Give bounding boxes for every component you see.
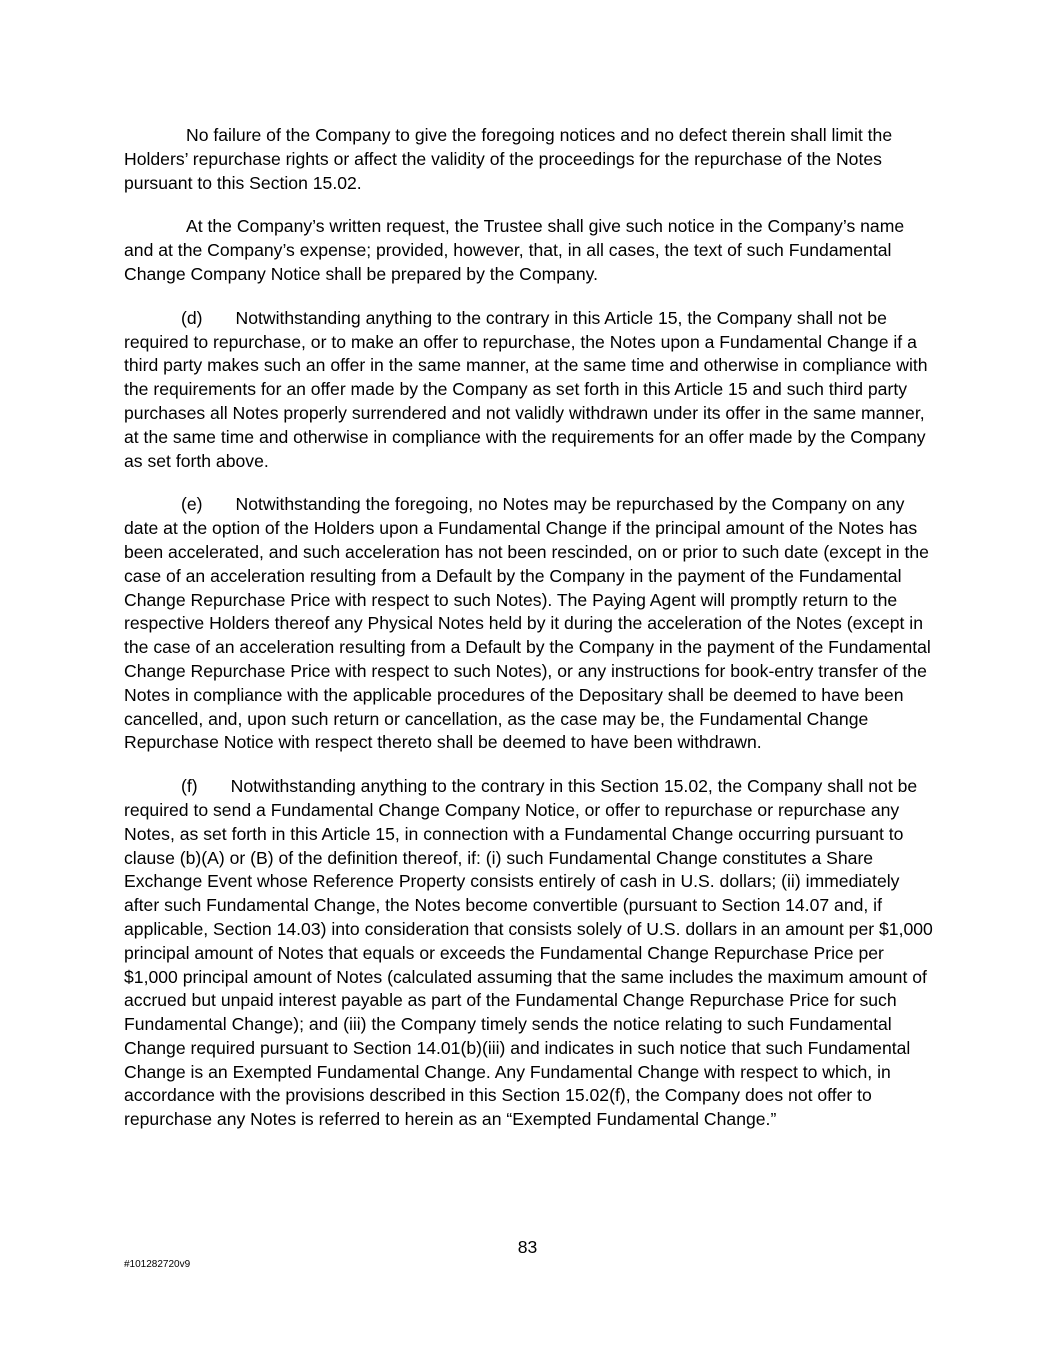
- paragraph-label: (f): [181, 776, 198, 797]
- paragraph-text: Notwithstanding anything to the contrary in this Article 15, the Company shall not be required to repurchase, or to make an offer to repurchase, the Notes upon a Fundamental Change if a third party makes such an offer in the same manner, at the same time and otherwise in compliance with the requirements for an offer made by the Company as set forth in this Article 15 and such third party purchases all Notes properly surrendered and not validly withdrawn under its offer in the same manner, at the same time and otherwise in compliance with the requirements for an offer made by the Company as set forth above.: [124, 307, 928, 471]
- document-id: #101282720v9: [124, 1259, 191, 1270]
- document-body: [124, 124, 936, 1152]
- page-number: 83: [517, 1237, 538, 1257]
- paragraph-f: [124, 775, 936, 1132]
- paragraph-trustee-notice: [124, 215, 936, 286]
- paragraph-text: Notwithstanding the foregoing, no Notes may be repurchased by the Company on any date at the option of the Holders upon a Fundamental Change if the principal amount of the Notes has been accelerated, and such acceleration has not been rescinded, on or prior to such date (except in the case of an acceleration resulting from a Default by the Company in the payment of the Fundamental Change Repurchase Price with respect to such Notes). The Paying Agent will promptly return to the respective Holders thereof any Physical Notes held by it during the acceleration of the Notes (except in the case of an acceleration resulting from a Default by the Company in the payment of the Fundamental Change Repurchase Price with respect to such Notes), or any instructions for book-entry transfer of the Notes in compliance with the applicable procedures of the Depositary shall be deemed to have been cancelled, and, upon such return or cancellation, as the case may be, the Fundamental Change Repurchase Notice with respect thereto shall be deemed to have been withdrawn.: [124, 494, 931, 753]
- paragraph-text: At the Company’s written request, the Trustee shall give such notice in the Company’s name and at the Company’s expense; provided, however, that, in all cases, the text of such Fundamental Change Company Notice shall be prepared by the Company.: [124, 216, 905, 284]
- paragraph-e: [124, 493, 936, 755]
- paragraph-label: (d): [181, 307, 203, 328]
- paragraph-d: [124, 307, 936, 474]
- paragraph-no-failure: [124, 124, 936, 195]
- paragraph-label: (e): [181, 494, 203, 515]
- paragraph-text: No failure of the Company to give the foregoing notices and no defect therein shall limit the Holders’ repurchase rights or affect the validity of the proceedings for the repurchase of the Notes pursuant to this Section 15.02.: [124, 125, 893, 193]
- paragraph-text: Notwithstanding anything to the contrary in this Section 15.02, the Company shall not be required to send a Fundamental Change Company Notice, or offer to repurchase or repurchase any Notes, as set forth in this Article 15, in connection with a Fundamental Change occurring pursuant to clause (b)(A) or (B) of the definition thereof, if: (i) such Fundamental Change constitutes a Share Exchange Event whose Reference Property consists entirely of cash in U.S. dollars; (ii) immediately after such Fundamental Change, the Notes become convertible (pursuant to Section 14.07 and, if applicable, Section 14.03) into consideration that consists solely of U.S. dollars in an amount per $1,000 principal amount of Notes that equals or exceeds the Fundamental Change Repurchase Price per $1,000 principal amount of Notes (calculated assuming that the same includes the maximum amount of accrued but unpaid interest payable as part of the Fundamental Change Repurchase Price for such Fundamental Change); and (iii) the Company timely sends the notice relating to such Fundamental Change required pursuant to Section 14.01(b)(iii) and indicates in such notice that such Fundamental Change is an Exempted Fundamental Change. Any Fundamental Change with respect to which, in accordance with the provisions described in this Section 15.02(f), the Company does not offer to repurchase any Notes is referred to herein as an “Exempted Fundamental Change.”: [124, 776, 933, 1130]
